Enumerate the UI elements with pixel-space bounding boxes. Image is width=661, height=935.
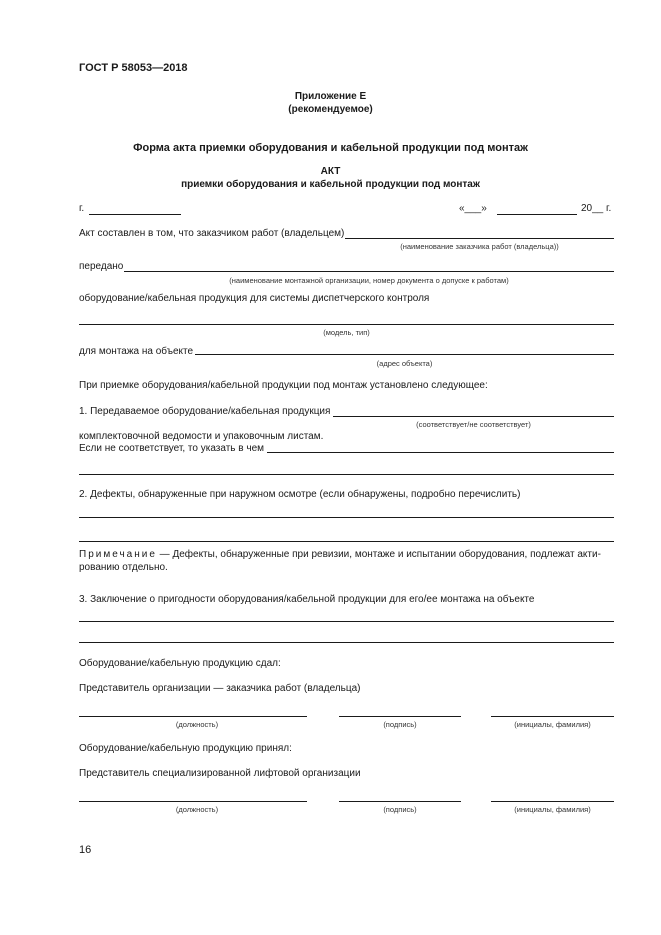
handed-position-caption: (должность) xyxy=(175,720,219,729)
item1-continuation: комплектовочной ведомости и упаковочным листам. xyxy=(79,431,324,442)
city-prefix: г. xyxy=(79,203,85,214)
note-text-2: рованию отдельно. xyxy=(79,562,168,573)
mounting-caption: (адрес объекта) xyxy=(376,359,433,368)
handed-signature-caption: (подпись) xyxy=(383,720,417,729)
page-number: 16 xyxy=(79,844,92,856)
received-signature-caption: (подпись) xyxy=(383,805,417,814)
customer-caption: (наименование заказчика работ (владельца)) xyxy=(400,242,559,251)
handed-signature-line xyxy=(339,716,461,717)
handed-label: Оборудование/кабельную продукцию сдал: xyxy=(79,658,281,669)
transferred-line xyxy=(124,271,614,272)
transferred-caption: (наименование монтажной организации, номер документа о допуске к работам) xyxy=(229,276,509,285)
received-label: Оборудование/кабельную продукцию принял: xyxy=(79,743,292,754)
form-title: Форма акта приемки оборудования и кабельной продукции под монтаж xyxy=(133,142,528,154)
established-text: При приемке оборудования/кабельной продукции под монтаж установлено следующее: xyxy=(79,380,488,391)
item1-line xyxy=(333,416,614,417)
appendix-subtitle: (рекомендуемое) xyxy=(288,104,373,115)
received-signature-line xyxy=(339,801,461,802)
item2-label: 2. Дефекты, обнаруженные при наружном осмотре (если обнаружены, подробно перечислить) xyxy=(79,489,521,500)
item2-line-2 xyxy=(79,541,614,542)
appendix-title: Приложение Е xyxy=(294,91,367,102)
year-part: 20__ г. xyxy=(581,203,612,214)
city-line xyxy=(89,214,181,215)
handed-position-line xyxy=(79,716,307,717)
equipment-line xyxy=(79,324,614,325)
note-label: Примечание xyxy=(79,549,157,560)
received-position-caption: (должность) xyxy=(175,805,219,814)
month-line xyxy=(497,214,577,215)
day-quote: «___» xyxy=(459,203,487,214)
received-position-line xyxy=(79,801,307,802)
handed-name-caption: (инициалы, фамилия) xyxy=(514,720,591,729)
item1-label: 1. Передаваемое оборудование/кабельная продукция xyxy=(79,406,331,417)
item1-caption: (соответствует/не соответствует) xyxy=(416,420,531,429)
document-code: ГОСТ Р 58053—2018 xyxy=(79,62,188,74)
customer-line xyxy=(345,238,614,239)
handed-rep: Представитель организации — заказчика работ (владельца) xyxy=(79,683,361,694)
act-title: АКТ xyxy=(320,166,341,177)
received-rep: Представитель специализированной лифтовой организации xyxy=(79,768,361,779)
item3-line-2 xyxy=(79,642,614,643)
equipment-caption: (модель, тип) xyxy=(323,328,370,337)
handed-name-line xyxy=(491,716,614,717)
act-subtitle: приемки оборудования и кабельной продукции под монтаж xyxy=(181,179,480,190)
mounting-line xyxy=(195,354,614,355)
received-name-line xyxy=(491,801,614,802)
item1-if-not: Если не соответствует, то указать в чем xyxy=(79,443,265,454)
item1-detail-line xyxy=(267,452,614,453)
note-text-1: — Дефекты, обнаруженные при ревизии, монтаже и испытании оборудования, подлежат акти- xyxy=(156,549,601,560)
item2-line-1 xyxy=(79,517,614,518)
item3-label: 3. Заключение о пригодности оборудования/кабельной продукции для его/ее монтажа на объекте xyxy=(79,594,535,605)
item3-line-1 xyxy=(79,621,614,622)
note-line-1 xyxy=(79,549,601,560)
composed-label: Акт составлен в том, что заказчиком работ (владельцем) xyxy=(79,228,345,239)
transferred-label: передано xyxy=(79,261,124,272)
received-name-caption: (инициалы, фамилия) xyxy=(514,805,591,814)
mounting-label: для монтажа на объекте xyxy=(79,346,194,357)
equipment-label: оборудование/кабельная продукция для системы диспетчерского контроля xyxy=(79,293,430,304)
item1-extra-line xyxy=(79,474,614,475)
